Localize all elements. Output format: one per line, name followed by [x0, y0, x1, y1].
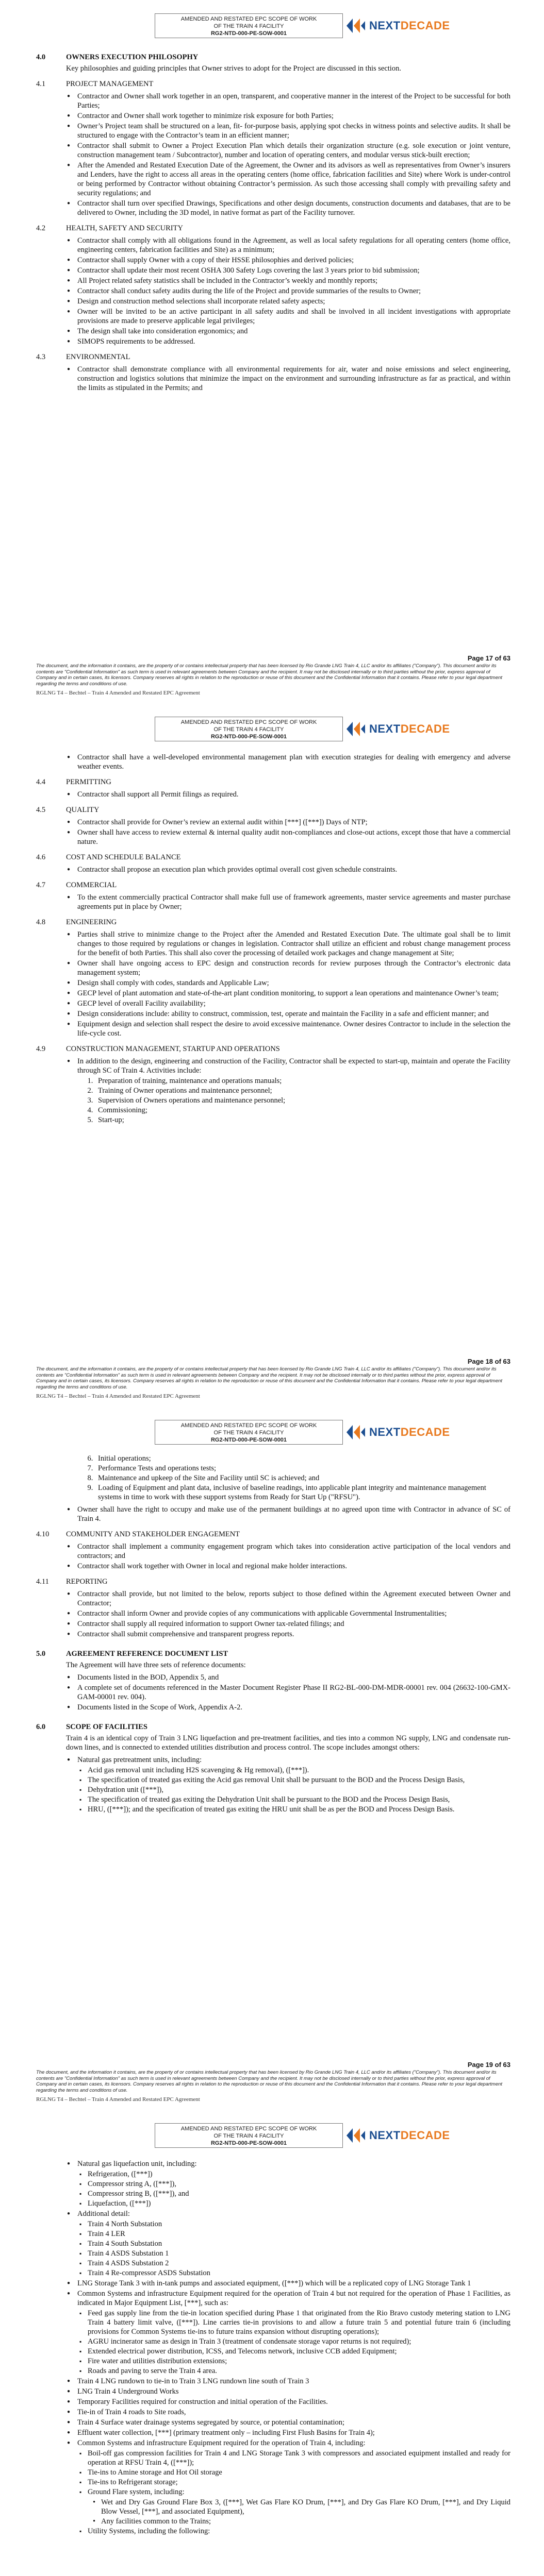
header-title-line1: AMENDED AND RESTATED EPC SCOPE OF WORK: [180, 16, 317, 22]
list-item: ● Contractor shall conduct safety audits during the life of the Project and provide summaries of the results to Owner;: [77, 286, 510, 296]
logo-text-decade: DECADE: [400, 722, 450, 735]
header-doc-number: RG2-NTD-000-PE-SOW-0001: [210, 734, 287, 740]
bullet-list: [66, 893, 510, 911]
sub-list-item: ▪ Train 4 South Substation: [88, 2239, 510, 2248]
page-header: [0, 1420, 544, 1446]
numbered-list: [77, 1454, 510, 1502]
page-number: Page 19 of 63: [467, 2061, 510, 2069]
subsection-number: 4.8: [36, 918, 46, 926]
document-tag: RGLNG T4 – Bechtel – Train 4 Amended and Restated EPC Agreement: [36, 690, 200, 696]
header-title-line2: OF THE TRAIN 4 FACILITY: [213, 1430, 284, 1436]
list-item: ● Contractor shall have a well-developed environmental management plan with execution strategies for dealing with emergency and adverse weather events.: [77, 753, 510, 771]
list-item: ● Contractor shall supply Owner with a copy of their HSSE philosophies and derived policies;: [77, 256, 510, 265]
page-footer: [36, 654, 510, 696]
list-item: ● Owner shall have the right to occupy and make use of the permanent buildings at no agreed upon time with Contractor in advance of SC of Train 4.: [77, 1505, 510, 1523]
subsection-number: 4.2: [36, 224, 46, 232]
sub-list-item: ▪ Refrigeration, ([***]): [88, 2170, 510, 2179]
subsection-number: 4.3: [36, 353, 46, 361]
sub-list-item: ▪ Train 4 ASDS Substation 1: [88, 2249, 510, 2258]
header-title-box: [155, 2123, 343, 2148]
subsection-heading: [36, 1044, 510, 1054]
page-header: [0, 717, 544, 742]
sub-list-item: ▪ HRU, ([***]); and the specification of treated gas exiting the HRU unit shall be as per the BOD and Process Design Basis.: [88, 1805, 510, 1814]
confidentiality-notice: The document, and the information it contains, are the property of or contains intellectual property that has been licensed by Rio Grande LNG Train 4, LLC and/or its affiliates ("Company"). This document and/or its contents are "Confidential Information" as such term is used in relevant agreements between Company and the recipient. It may not be disclosed internally or to third parties without the prior, express approval of Company and in certain cases, its licensors. Company reserves all rights in relation to the reproduction or reuse of this document and the Confidential Information that it contains. Please refer to your legal department regarding the terms and conditions of use.: [36, 2070, 503, 2093]
list-item: ● Owner’s Project team shall be structured on a lean, fit- for-purpose basis, applying spot checks in witness points and selective audits. It shall be structured to engage with the Contractor’s team in an efficient manner;: [77, 122, 510, 140]
subsection-number: 4.4: [36, 778, 46, 786]
list-item: ● Contractor shall provide, but not limited to the below, reports subject to those defined within the Agreement executed between Owner and Contractor;: [77, 1589, 510, 1608]
header-doc-number: RG2-NTD-000-PE-SOW-0001: [210, 30, 287, 37]
list-item: ● Contractor shall implement a community engagement program which takes into consideration active participation of the local vendors and contractors; and: [77, 1542, 510, 1561]
header-title-box: [155, 13, 343, 38]
subsection-title: ENVIRONMENTAL: [66, 353, 130, 361]
header-title-line2: OF THE TRAIN 4 FACILITY: [213, 2133, 284, 2139]
sub-list-item: ▪ Tie-ins to Refrigerant storage;: [88, 2478, 510, 2487]
page-header: [0, 2123, 544, 2149]
list-item: ● Contractor shall submit to Owner a Project Execution Plan which details their organization structure (e.g. sole execution or joint venture, construction management team / Subcontractor), number and location of operating centers, and modular versus stick-built erection;: [77, 141, 510, 160]
sub-sub-list: [88, 2498, 510, 2526]
sub-list-item: ▪ Dehydration unit ([***]),: [88, 1785, 510, 1794]
header-title-line1: AMENDED AND RESTATED EPC SCOPE OF WORK: [180, 719, 317, 725]
sub-list-item: ▪ Tie-ins to Amine storage and Hot Oil storage: [88, 2468, 510, 2477]
sub-list-item: ▪ Compressor string A, ([***]),: [88, 2179, 510, 2189]
bullet-list: [66, 236, 510, 346]
subsection-title: PROJECT MANAGEMENT: [66, 80, 154, 88]
page-body: [36, 1453, 510, 1815]
section-heading: [36, 53, 510, 62]
nextdecade-logo: [345, 15, 464, 36]
numbered-item: 6. Initial operations;: [95, 1454, 510, 1463]
sub-list-item: ▪ Fire water and utilities distribution extensions;: [88, 2357, 510, 2366]
document-tag: RGLNG T4 – Bechtel – Train 4 Amended and Restated EPC Agreement: [36, 1393, 200, 1399]
section-title: AGREEMENT REFERENCE DOCUMENT LIST: [66, 1650, 228, 1658]
section-number: 5.0: [36, 1650, 46, 1658]
confidentiality-notice: The document, and the information it contains, are the property of or contains intellectual property that has been licensed by Rio Grande LNG Train 4, LLC and/or its affiliates ("Company"). This document and/or its contents are "Confidential Information" as such term is used in relevant agreements between Company and the recipient. It may not be disclosed internally or to third parties without the prior, express approval of Company and in certain cases, its licensors. Company reserves all rights in relation to the reproduction or reuse of this document and the Confidential Information that it contains. Please refer to your legal department regarding the terms and conditions of use.: [36, 1366, 503, 1390]
page-19: [0, 1406, 544, 2110]
paragraph: Key philosophies and guiding principles that Owner strives to adopt for the Project are discussed in this section.: [66, 64, 401, 73]
list-item: ● Design and construction method selections shall incorporate related safety aspects;: [77, 297, 510, 306]
subsection-heading: [36, 805, 510, 815]
section-number: 4.0: [36, 53, 46, 61]
header-doc-number: RG2-NTD-000-PE-SOW-0001: [210, 1437, 287, 1443]
list-item: ● Contractor shall support all Permit filings as required.: [77, 790, 510, 799]
sub-list-item: ▪ Acid gas removal unit including H2S scavenging & Hg removal), ([***]).: [88, 1766, 510, 1775]
logo-mark-icon: [345, 720, 366, 738]
page-20: [0, 2110, 544, 2576]
page-body: [36, 46, 510, 394]
numbered-item: 2. Training of Owner operations and maintenance personnel;: [95, 1086, 510, 1095]
subsection-title: ENGINEERING: [66, 918, 117, 926]
subsection-number: 4.11: [36, 1578, 49, 1586]
list-item: ● Design considerations include: ability to construct, commission, test, operate and maintain the Facility in a safe and efficient manner; and: [77, 1009, 510, 1019]
list-item: [77, 2159, 510, 2208]
bullet-list: [66, 818, 510, 846]
logo-text-next: NEXT: [369, 722, 401, 735]
bullet-list: [66, 1057, 510, 1125]
numbered-item: 9. Loading of Equipment and plant data, inclusive of baseline readings, into applicable plant integrity and maintenance management systems in time to work with these support systems from Ready for Start Up ("RFSU").: [95, 1483, 510, 1502]
sub-sub-list-item: • Wet and Dry Gas Ground Flare Box 3, ([***], Wet Gas Flare KO Drum, [***], and Dry Gas Flare KO Drum, [***], and Dry Liquid Blow Vessel, [***], and associated Equipment),: [101, 2498, 510, 2516]
list-item: ● GECP level of plant automation and state-of-the-art plant condition monitoring, to support a lean operations and maintenance Owner’s team;: [77, 989, 510, 998]
subsection-heading: [36, 352, 510, 362]
subsection-number: 4.1: [36, 80, 46, 88]
bullet-list: [66, 790, 510, 799]
subsection-heading: [36, 79, 510, 89]
section-title: OWNERS EXECUTION PHILOSOPHY: [66, 53, 199, 61]
list-item: ● LNG Train 4 Underground Works: [77, 2387, 510, 2396]
subsection-number: 4.6: [36, 853, 46, 861]
header-title-line1: AMENDED AND RESTATED EPC SCOPE OF WORK: [180, 1422, 317, 1429]
page-body: [36, 750, 510, 1126]
bullet-list: [66, 92, 510, 217]
list-item: ● Contractor and Owner shall work together to minimize risk exposure for both Parties;: [77, 111, 510, 121]
list-item: ● GECP level of overall Facility availability;: [77, 999, 510, 1008]
list-item: ● Train 4 LNG rundown to tie-in to Train 3 LNG rundown line south of Train 3: [77, 2377, 510, 2386]
header-title-box: [155, 1420, 343, 1445]
list-item-text: Common Systems and infrastructure Equipment required for the operation of Train 4, including:: [77, 2439, 366, 2447]
list-item-text: Natural gas pretreatment units, including:: [77, 1756, 202, 1764]
bullet-list: [66, 1542, 510, 1571]
bullet-list: [66, 753, 510, 771]
numbered-item: 8. Maintenance and upkeep of the Site and Facility until SC is achieved; and: [95, 1473, 510, 1483]
subsection-number: 4.5: [36, 806, 46, 814]
list-item: ● Documents listed in the BOD, Appendix 5, and: [77, 1673, 510, 1682]
list-item: [77, 2289, 510, 2376]
numbered-item: 3. Supervision of Owners operations and maintenance personnel;: [95, 1096, 510, 1105]
header-title-line1: AMENDED AND RESTATED EPC SCOPE OF WORK: [180, 2126, 317, 2132]
list-item: [77, 1057, 510, 1125]
list-item: [77, 2438, 510, 2536]
bullet-list: [66, 365, 510, 393]
list-item: ● Documents listed in the Scope of Work, Appendix A-2.: [77, 1703, 510, 1712]
bullet-list: [66, 865, 510, 874]
page-body: [36, 2156, 510, 2537]
list-item: ● Contractor shall supply all required information to support Owner tax-related filings; and: [77, 1619, 510, 1629]
subsection-title: COST AND SCHEDULE BALANCE: [66, 853, 181, 861]
numbered-item: 1. Preparation of training, maintenance and operations manuals;: [95, 1076, 510, 1086]
sub-list-item-text: Ground Flare system, including:: [88, 2488, 185, 2496]
list-item: ● Contractor and Owner shall work together in an open, transparent, and cooperative manner in the interest of the Project to be successful for both Parties;: [77, 92, 510, 110]
subsection-heading: [36, 777, 510, 787]
logo-text-next: NEXT: [369, 1426, 401, 1438]
section-heading: [36, 1722, 510, 1732]
subsection-title: COMMUNITY AND STAKEHOLDER ENGAGEMENT: [66, 1530, 240, 1538]
list-item: ● Contractor shall turn over specified Drawings, Specifications and other design documents, construction documents and databases, that are to be delivered to Owner, including the 3D model, in native format as part of the Facility turnover.: [77, 199, 510, 217]
logo-mark-icon: [345, 16, 366, 35]
nextdecade-logo: [345, 2125, 464, 2146]
sub-list-item: ▪ Compressor string B, ([***]), and: [88, 2189, 510, 2198]
page-header: [0, 13, 544, 39]
nextdecade-logo: [345, 719, 464, 739]
document-tag: RGLNG T4 – Bechtel – Train 4 Amended and Restated EPC Agreement: [36, 2096, 200, 2103]
subsection-number: 4.7: [36, 881, 46, 889]
list-item: [77, 1755, 510, 1814]
page-footer: [36, 1358, 510, 1399]
subsection-heading: [36, 853, 510, 862]
sub-list-item: ▪ Train 4 ASDS Substation 2: [88, 2259, 510, 2268]
bullet-list: [66, 930, 510, 1038]
subsection-heading: [36, 1530, 510, 1539]
list-item: ● Tie-in of Train 4 roads to Site roads,: [77, 2408, 510, 2417]
list-item: ● Contractor shall propose an execution plan which provides optimal overall cost given schedule constraints.: [77, 865, 510, 874]
list-item: ● Contractor shall inform Owner and provide copies of any communications with applicable Governmental Instrumentalities;: [77, 1609, 510, 1618]
sub-list-item: [88, 2487, 510, 2526]
subsection-title: HEALTH, SAFETY AND SECURITY: [66, 224, 183, 232]
subsection-title: CONSTRUCTION MANAGEMENT, STARTUP AND OPERATIONS: [66, 1045, 280, 1053]
bullet-list: [66, 1755, 510, 1814]
sub-list-item: ▪ Liquefaction, ([***]): [88, 2199, 510, 2208]
subsection-heading: [36, 880, 510, 890]
list-item: ● Owner will be invited to be an active participant in all safety audits and shall be involved in all incident investigations with appropriate provisions are made to preserve applicable legal privileges;: [77, 307, 510, 326]
list-item: ● Contractor shall demonstrate compliance with all environmental requirements for air, water and noise emissions and select engineering, construction and logistics solutions that minimize the impact on the environment and surrounding infrastructure as far as practical, and within the limits as stipulated in the Permits; and: [77, 365, 510, 393]
list-item: ● Contractor shall comply with all obligations found in the Agreement, as well as local safety regulations for all operating centers (home office, engineering centers, fabrication facilities and Site) as a minimum;: [77, 236, 510, 255]
bullet-list: [66, 1505, 510, 1523]
numbered-list: [77, 1076, 510, 1125]
bullet-list: [66, 1673, 510, 1712]
sub-list-item: ▪ Train 4 North Substation: [88, 2219, 510, 2229]
sub-list: [77, 1766, 510, 1814]
logo-text-decade: DECADE: [400, 2129, 450, 2142]
list-item: ● Owner shall have ongoing access to EPC design and construction records for review purposes through the Contractor’s electronic data management system;: [77, 959, 510, 977]
sub-list: [77, 2170, 510, 2208]
bullet-list: [66, 1589, 510, 1639]
list-item: ● Design shall comply with codes, standards and Applicable Law;: [77, 978, 510, 988]
list-item: ● Contractor shall update their most recent OSHA 300 Safety Logs covering the last 3 years prior to bid submission;: [77, 266, 510, 275]
sub-list: [77, 2309, 510, 2376]
subsection-title: COMMERCIAL: [66, 881, 117, 889]
confidentiality-notice: The document, and the information it contains, are the property of or contains intellectual property that has been licensed by Rio Grande LNG Train 4, LLC and/or its affiliates ("Company"). This document and/or its contents are "Confidential Information" as such term is used in relevant agreements between Company and the recipient. It may not be disclosed internally or to third parties without the prior, express approval of Company and in certain cases, its licensors. Company reserves all rights in relation to the reproduction or reuse of this document and the Confidential Information that it contains. Please refer to your legal department regarding the terms and conditions of use.: [36, 663, 503, 687]
sub-list-item: ▪ AGRU incinerator same as design in Train 3 (treatment of condensate storage vapor returns is not required);: [88, 2337, 510, 2346]
list-item: ● Train 4 Surface water drainage systems segregated by source, or potential contamination;: [77, 2418, 510, 2427]
bullet-list: [66, 2159, 510, 2536]
list-item-text: Natural gas liquefaction unit, including:: [77, 2160, 197, 2168]
list-item-text: Common Systems and infrastructure Equipment required for the operation of Train 4 but not required for the operation of Phase 1 Facilities, as indicated in Major Equipment List, [***], such as:: [77, 2290, 510, 2307]
list-item: ● The design shall take into consideration ergonomics; and: [77, 327, 510, 336]
page-18: [0, 703, 544, 1406]
paragraph: Train 4 is an identical copy of Train 3 LNG liquefaction and pre-treatment facilities, and ties into a common NG supply, LNG and condensate run-down lines, and is connected to extended utilities distribution and process control. The scope includes amongst others:: [66, 1734, 510, 1752]
numbered-item: 5. Start-up;: [95, 1115, 510, 1125]
sub-list-item: ▪ The specification of treated gas exiting the Acid gas removal Unit shall be pursuant to the BOD and the Process Design Basis,: [88, 1775, 510, 1785]
list-item: ● A complete set of documents referenced in the Master Document Register Phase II RG2-BL-000-DM-MDR-00001 rev. 004 (26632-100-GMX-GAM-00001 rev. 004).: [77, 1683, 510, 1702]
sub-list: [77, 2449, 510, 2536]
list-item: ● All Project related safety statistics shall be included in the Contractor’s weekly and monthly reports;: [77, 276, 510, 285]
subsection-heading: [36, 224, 510, 233]
sub-list-item: ▪ The specification of treated gas exiting the Dehydration Unit shall be pursuant to the BOD and the Process Design Basis,: [88, 1795, 510, 1804]
section-heading: [36, 1649, 510, 1658]
list-item: ● LNG Storage Tank 3 with in-tank pumps and associated equipment, ([***]) which will be a replicated copy of LNG Storage Tank 1: [77, 2279, 510, 2288]
list-item-text: In addition to the design, engineering and construction of the Facility, Contractor shall be expected to start-up, maintain and operate the Facility through SC of Train 4. Activities include:: [77, 1057, 510, 1075]
list-item: ● Equipment design and selection shall respect the desire to avoid excessive maintenance. Owner desires Contractor to include in the selection the life-cycle cost.: [77, 1020, 510, 1038]
subsection-title: PERMITTING: [66, 778, 111, 786]
subsection-number: 4.10: [36, 1530, 50, 1538]
sub-sub-list-item: • Any facilities common to the Trains;: [101, 2517, 510, 2526]
list-item: ● Temporary Facilities required for construction and initial operation of the Facilities.: [77, 2397, 510, 2406]
sub-list-item: ▪ Extended electrical power distribution, ICSS, and Telecoms network, inclusive CCB added Equipment;: [88, 2347, 510, 2356]
logo-mark-icon: [345, 2126, 366, 2145]
section-title: SCOPE OF FACILITIES: [66, 1723, 147, 1731]
sub-list-item: ▪ Utility Systems, including the following:: [88, 2527, 510, 2536]
list-item: ● SIMOPS requirements to be addressed.: [77, 337, 510, 346]
numbered-item: 4. Commissioning;: [95, 1106, 510, 1115]
subsection-heading: [36, 1577, 510, 1586]
page-number: Page 18 of 63: [467, 1358, 510, 1365]
sub-list-item: ▪ Roads and paving to serve the Train 4 area.: [88, 2366, 510, 2376]
nextdecade-logo: [345, 1422, 464, 1443]
section-number: 6.0: [36, 1723, 46, 1731]
header-title-line2: OF THE TRAIN 4 FACILITY: [213, 726, 284, 733]
subsection-title: QUALITY: [66, 806, 100, 814]
logo-text-decade: DECADE: [400, 19, 450, 32]
list-item: ● Effluent water collection, [***] (primary treatment only – including First Flush Basins for Train 4);: [77, 2428, 510, 2437]
subsection-number: 4.9: [36, 1045, 46, 1053]
logo-text-next: NEXT: [369, 19, 401, 32]
subsection-title: REPORTING: [66, 1578, 108, 1586]
list-item: ● Contractor shall provide for Owner’s review an external audit within [***] ([***]) Days of NTP;: [77, 818, 510, 827]
header-doc-number: RG2-NTD-000-PE-SOW-0001: [210, 2140, 287, 2146]
list-item: ● Owner shall have access to review external & internal quality audit non-compliances and close-out actions, except those that have a commercial nature.: [77, 828, 510, 846]
list-item: ● Contractor shall work together with Owner in local and regional make holder interactions.: [77, 1562, 510, 1571]
page-footer: [36, 2061, 510, 2103]
sub-list: [77, 2219, 510, 2278]
sub-list-item: ▪ Feed gas supply line from the tie-in location specified during Phase 1 that originated from the Rio Bravo custody metering station to LNG Train 4 battery limit valve, ([***]). Line carries tie-in provisions to and allow a future train 5 and potential future train 6 (including provisions for Common Systems tie-ins to future trains expansion without disrupting operations);: [88, 2309, 510, 2336]
header-title-line2: OF THE TRAIN 4 FACILITY: [213, 23, 284, 29]
sub-list-item: ▪ Train 4 Re-compressor ASDS Substation: [88, 2268, 510, 2278]
page-number: Page 17 of 63: [467, 654, 510, 662]
list-item: [77, 2209, 510, 2278]
list-item: ● After the Amended and Restated Execution Date of the Agreement, the Owner and its advisors as well as representatives from Owner’s insurers and Lenders, have the right to access all areas in the operating centers (home office, fabrication facilities and Site) where Work is under-control or being performed by Contractor without obtaining Contractor’s permission. As such those accessing shall comply with prevailing safety and security regulations; and: [77, 161, 510, 198]
sub-list-item: ▪ Boil-off gas compression facilities for Train 4 and LNG Storage Tank 3 with compressors and associated equipment installed and ready for operation at RFSU Train 4, ([***]);: [88, 2449, 510, 2467]
list-item: ● Contractor shall submit comprehensive and transparent progress reports.: [77, 1630, 510, 1639]
paragraph: The Agreement will have three sets of reference documents:: [66, 1661, 246, 1669]
header-title-box: [155, 717, 343, 741]
logo-text-next: NEXT: [369, 2129, 401, 2142]
list-item-text: Additional detail:: [77, 2210, 130, 2218]
logo-text-decade: DECADE: [400, 1426, 450, 1438]
list-item: ● To the extent commercially practical Contractor shall make full use of framework agreements, master service agreements and master purchase agreements put in place by Owner;: [77, 893, 510, 911]
logo-mark-icon: [345, 1423, 366, 1442]
numbered-item: 7. Performance Tests and operations tests;: [95, 1464, 510, 1473]
list-item: ● Parties shall strive to minimize change to the Project after the Amended and Restated Execution Date. The ultimate goal shall be to limit changes to those required by regulations or changes in legislation. Contractor shall utilize an efficient and robust change management process for the benefit of both Parties. This shall also cover the processing of detailed work packages and change management at Site;: [77, 930, 510, 958]
page-17: [0, 0, 544, 703]
sub-list-item: ▪ Train 4 LER: [88, 2229, 510, 2239]
subsection-heading: [36, 918, 510, 927]
